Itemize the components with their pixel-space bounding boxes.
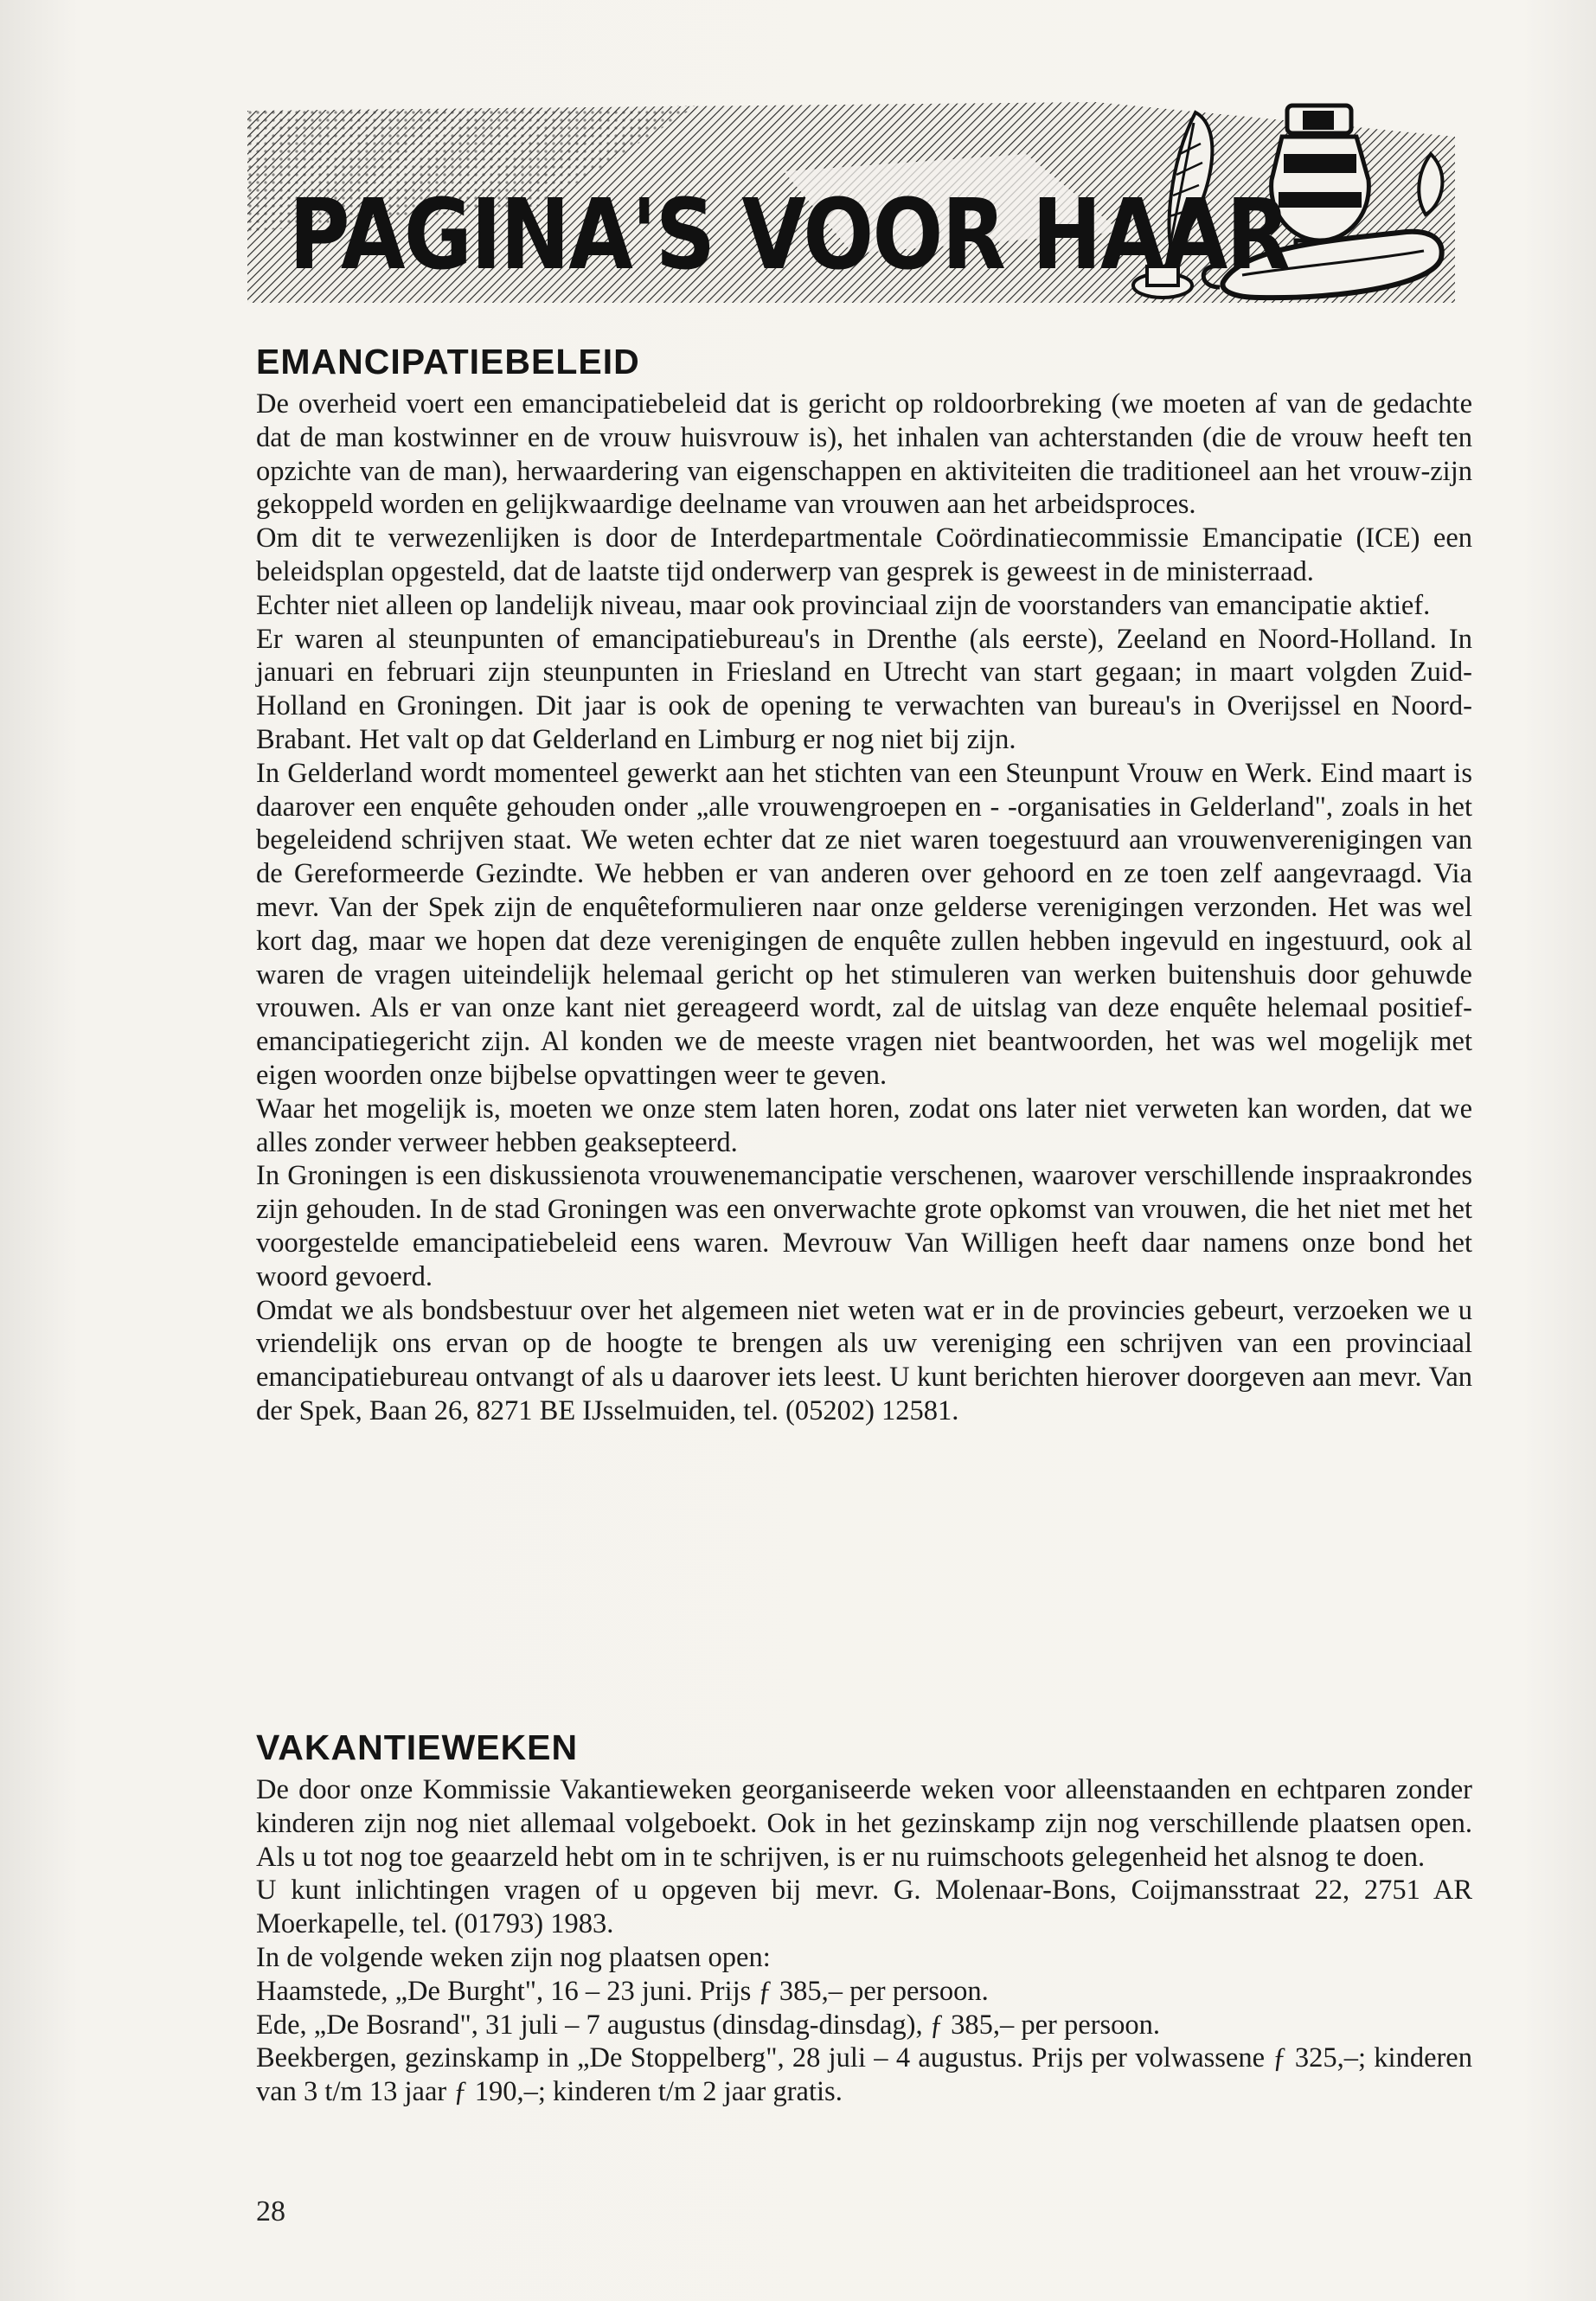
section-heading: VAKANTIEWEKEN	[256, 1727, 579, 1767]
list-item: Beekbergen, gezinskamp in „De Stoppelberg", 28 juli – 4 augustus. Prijs per volwassene ƒ 325,–; kinderen van 3 t/m 13 jaar ƒ 190,–; kinderen t/m 2 jaar gratis.	[256, 2042, 1472, 2108]
paragraph: Omdat we als bondsbestuur over het algemeen niet weten wat er in de provincies gebeurt, verzoeken we u vriendelijk ons ervan op de hoogte te brengen als uw vereniging een schrijven van een provinciaal emancipatiebureau ontvangt of als u daarover iets leest. U kunt berichten hierover doorgeven aan mevr. Van der Spek, Baan 26, 8271 BE IJsselmuiden, tel. (05202) 12581.	[256, 1294, 1472, 1426]
paragraph: In de volgende weken zijn nog plaatsen open:	[256, 1941, 771, 1973]
paragraph: De overheid voert een emancipatiebeleid dat is gericht op roldoorbreking (we moeten af van de gedachte dat de man kostwinner en de vrouw huisvrouw is), het inhalen van achterstanden (die de vrouw heeft ten opzichte van de man), herwaardering van eigenschappen en aktiviteiten die traditioneel aan het vrouw-zijn gekoppeld worden en gelijkwaardige deelname van vrouwen aan het arbeidsproces.	[256, 388, 1472, 521]
paragraph: Waar het mogelijk is, moeten we onze stem laten horen, zodat ons later niet verweten kan worden, dat we alles zonder verweer hebben geaksepteerd.	[256, 1093, 1472, 1158]
paragraph: Om dit te verwezenlijken is door de Interdepartmentale Coördinatiecommissie Emancipatie (ICE) een beleidsplan opgesteld, dat de laatste tijd onderwerp van gesprek is geweest in de ministerraad.	[256, 522, 1472, 587]
paragraph: De door onze Kommissie Vakantieweken georganiseerde weken voor alleenstaanden en echtparen zonder kinderen zijn nog niet allemaal volgeboekt. Ook in het gezinskamp zijn nog verschillende plaatsen open. Als u tot nog toe geaarzeld hebt om in te schrijven, is er nu ruimschoots gelegenheid het alsnog te doen.	[256, 1774, 1472, 1873]
masthead-title: PAGINA'S VOOR HAAR	[289, 179, 1289, 292]
paragraph: U kunt inlichtingen vragen of u opgeven bij mevr. G. Molenaar-Bons, Coijmansstraat 22, 2751 AR Moerkapelle, tel. (01793) 1983.	[256, 1875, 1472, 1940]
section-heading: EMANCIPATIEBELEID	[256, 342, 640, 381]
section-emancipatiebeleid	[256, 341, 1472, 1428]
section-vakantieweken	[256, 1727, 1472, 2109]
paragraph: In Groningen is een diskussienota vrouwenemancipatie verschenen, waarover verschillende inspraakrondes zijn gehouden. In de stad Groningen was een onverwachte grote opkomst van vrouwen, die het niet met het voorgestelde emancipatiebeleid eens waren. Mevrouw Van Willigen heeft daar namens onze bond het woord gevoerd.	[256, 1160, 1472, 1292]
masthead-banner	[247, 102, 1455, 310]
paragraph: Echter niet alleen op landelijk niveau, maar ook provinciaal zijn de voorstanders van emancipatie aktief.	[256, 589, 1431, 621]
page-number: 28	[256, 2195, 285, 2227]
list-item: Ede, „De Bosrand", 31 juli – 7 augustus (dinsdag-dinsdag), ƒ 385,– per persoon.	[256, 2009, 1160, 2041]
paragraph: Er waren al steunpunten of emancipatiebureau's in Drenthe (als eerste), Zeeland en Noord-Holland. In januari en februari zijn steunpunten in Friesland en Utrecht van start gegaan; in maart volgden Zuid-Holland en Groningen. Dit jaar is ook de opening te verwachten van bureau's in Overijssel en Noord-Brabant. Het valt op dat Gelderland en Limburg er nog niet bij zijn.	[256, 623, 1472, 755]
paragraph: In Gelderland wordt momenteel gewerkt aan het stichten van een Steunpunt Vrouw en Werk. Eind maart is daarover een enquête gehouden onder „alle vrouwengroepen en - -organisaties in Gelderland", zoals in het begeleidend schrijven staat. We weten echter dat ze niet waren toegestuurd aan vrouwenverenigingen van de Gereformeerde Gezindte. We hebben er van anderen over gehoord en ze toen zelf aangevraagd. Via mevr. Van der Spek zijn de enquêteformulieren naar onze gelderse verenigingen verzonden. Het was wel kort dag, maar we hopen dat deze verenigingen de enquête zullen hebben ingevuld en ingestuurd, ook al waren de vragen uiteindelijk helemaal gericht op het stimuleren van werken buitenshuis door gehuwde vrouwen. Als er van onze kant niet gereageerd wordt, zal de uitslag van deze enquête helemaal positief-emancipatiegericht zijn. Al konden we de meeste vragen niet beantwoorden, het was wel mogelijk met eigen woorden onze bijbelse opvattingen weer te geven.	[256, 757, 1472, 1091]
list-item: Haamstede, „De Burght", 16 – 23 juni. Prijs ƒ 385,– per persoon.	[256, 1975, 989, 2007]
